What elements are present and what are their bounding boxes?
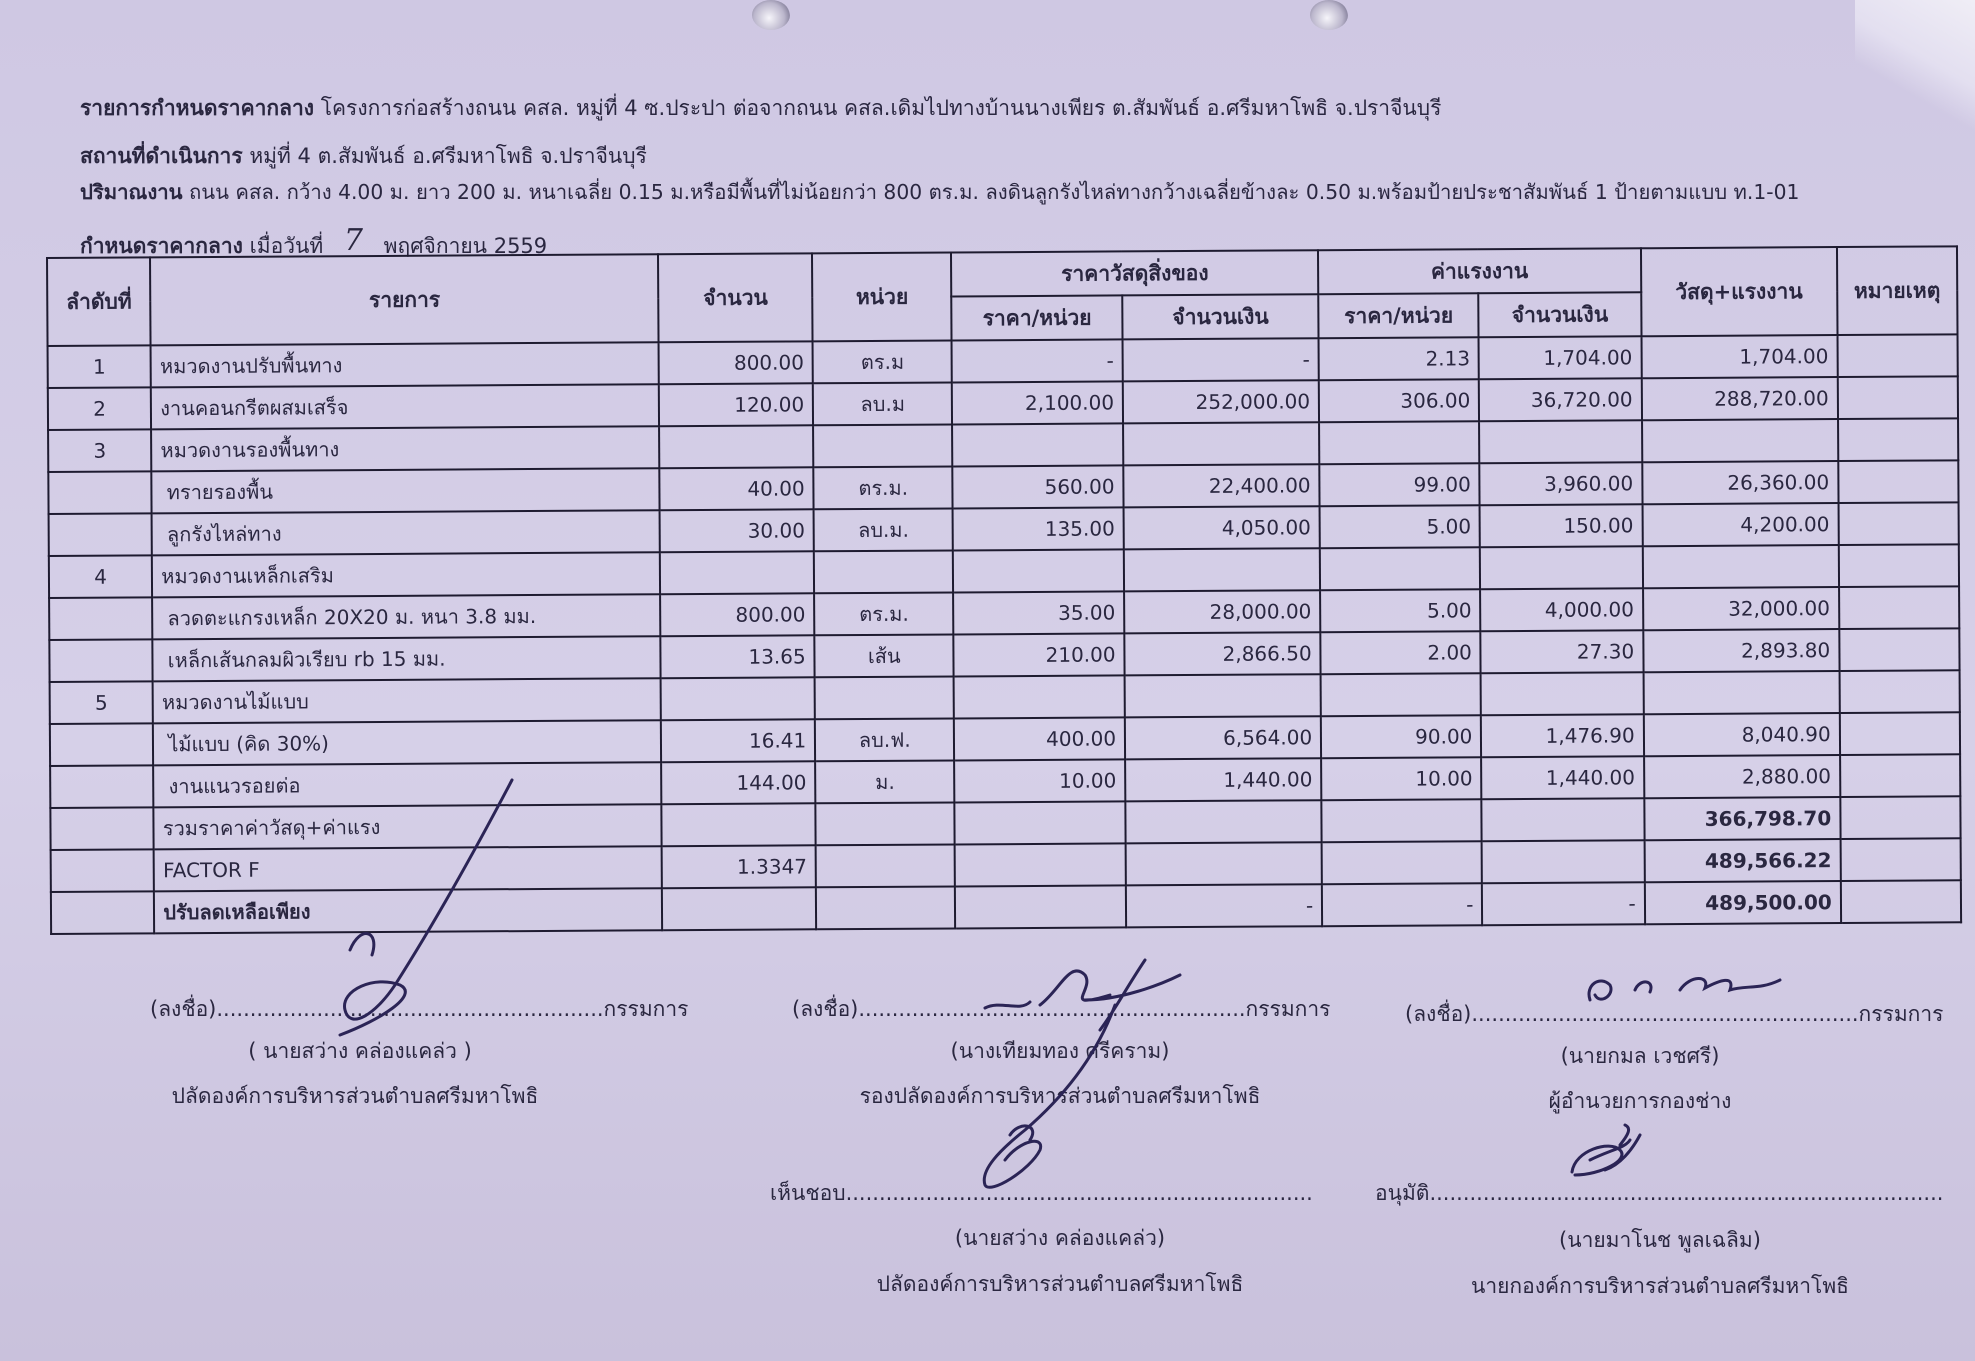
row-seq: 2 [48, 387, 152, 430]
punch-hole-left [752, 0, 790, 30]
row-material-price: 35.00 [953, 591, 1124, 634]
location-label: สถานที่ดำเนินการ [80, 144, 243, 168]
row-material-price [954, 675, 1125, 718]
permit-sign-line: อนุมัติ............................................................................. [1375, 1181, 1944, 1205]
row-seq [49, 597, 153, 640]
row-material-price [953, 549, 1124, 592]
row-material-price: 560.00 [953, 465, 1124, 508]
summary-unit [816, 886, 955, 929]
row-item: งานแนวรอยต่อ [153, 762, 661, 807]
approve-sign-line: เห็นชอบ...................................................................... [770, 1181, 1313, 1205]
row-seq: 1 [48, 345, 152, 388]
row-qty [659, 425, 813, 468]
row-labor-price: 10.00 [1321, 757, 1481, 800]
row-material-amount [1124, 548, 1320, 591]
sig3-prefix: (ลงชื่อ) [1405, 1002, 1472, 1026]
row-labor-amount: 36,720.00 [1479, 378, 1642, 421]
project-title-line [80, 92, 1441, 125]
work-quantity-text: ถนน คสล. กว้าง 4.00 ม. ยาว 200 ม. หนาเฉลี่ย 0.15 ม.หรือมีพื้นที่ไม่น้อยกว่า 800 ตร.ม. ลงดินลูกรังไหล่ทางกว้างเฉลี่ยข้างละ 0.50 ม.พร้อมป้ายประชาสัมพันธ์ 1 ป้ายตามแบบ ท.1-01 [188, 180, 1800, 204]
row-labor-amount: 4,000.00 [1480, 588, 1643, 631]
row-qty: 40.00 [660, 467, 814, 510]
summary-item: FACTOR F [154, 846, 662, 891]
permit-name: (นายมาโนช พูลเฉลิม) [1559, 1228, 1761, 1252]
row-seq [49, 639, 153, 682]
row-total [1643, 671, 1839, 714]
row-item: หมวดงานไม้แบบ [153, 678, 661, 723]
location-line [80, 140, 647, 173]
median-price-table [46, 245, 1962, 935]
sig3-sign-line: (ลงชื่อ)..........................................................กรรมการ [1405, 1002, 1944, 1026]
sig3-suffix: กรรมการ [1858, 1002, 1944, 1026]
row-item: เหล็กเส้นกลมผิวเรียบ rb 15 มม. [153, 636, 661, 681]
sig2-title: รองปลัดองค์การบริหารส่วนตำบลศรีมหาโพธิ [859, 1084, 1261, 1108]
row-labor-amount: 1,440.00 [1481, 756, 1644, 799]
work-quantity-label: ปริมาณงาน [80, 180, 183, 204]
row-labor-price: 5.00 [1320, 589, 1480, 632]
row-unit: ม. [815, 760, 954, 803]
summary-seq [51, 891, 155, 934]
row-labor-price: 306.00 [1319, 379, 1479, 422]
sig1-sign-line: (ลงชื่อ)..........................................................กรรมการ [150, 997, 689, 1021]
sig2-sign-line: (ลงชื่อ)..........................................................กรรมการ [792, 997, 1331, 1021]
row-labor-amount: 27.30 [1481, 630, 1644, 673]
sig3-title: ผู้อำนวยการกองช่าง [1548, 1089, 1732, 1113]
summary-item: รวมราคาค่าวัสดุ+ค่าแรง [154, 804, 662, 849]
row-total: 2,893.80 [1643, 629, 1839, 672]
sig1-prefix: (ลงชื่อ) [150, 997, 217, 1021]
header-total: วัสดุ+แรงงาน [1641, 247, 1838, 336]
price-date-day-handwritten: 7 [343, 223, 363, 258]
row-qty: 800.00 [659, 341, 813, 384]
permit-prefix: อนุมัติ [1375, 1181, 1430, 1205]
row-material-price: 210.00 [954, 633, 1125, 676]
approve-name: (นายสว่าง คล่องแคล่ว) [954, 1226, 1166, 1250]
row-material-amount: 2,866.50 [1124, 632, 1320, 675]
row-labor-amount [1481, 672, 1644, 715]
header-remark: หมายเหตุ [1837, 246, 1958, 335]
summary-material-price [955, 885, 1126, 928]
row-unit: เส้น [815, 634, 954, 677]
row-remark [1838, 418, 1958, 461]
row-material-price [952, 423, 1123, 466]
row-total [1643, 545, 1839, 588]
row-unit: ตร.ม. [814, 466, 953, 509]
sig1-name: ( นายสว่าง คล่องแคล่ว ) [248, 1039, 472, 1063]
summary-labor-price [1322, 841, 1482, 884]
row-qty: 16.41 [661, 719, 815, 762]
row-material-amount: 22,400.00 [1123, 464, 1319, 507]
row-total: 32,000.00 [1643, 587, 1839, 630]
row-labor-amount: 150.00 [1480, 504, 1643, 547]
summary-material-amount [1126, 842, 1322, 885]
row-seq: 4 [49, 555, 153, 598]
row-material-price: 400.00 [954, 717, 1125, 760]
row-total: 8,040.90 [1644, 713, 1840, 756]
row-material-amount: 1,440.00 [1125, 758, 1321, 801]
header-seq: ลำดับที่ [47, 257, 151, 346]
sig1-suffix: กรรมการ [603, 997, 689, 1021]
row-remark [1837, 334, 1957, 377]
row-item: ลวดตะแกรงเหล็ก 20X20 ม. หนา 3.8 มม. [152, 594, 660, 639]
row-remark [1838, 460, 1958, 503]
row-qty: 30.00 [660, 509, 814, 552]
row-material-price: 135.00 [953, 507, 1124, 550]
page-corner-fold [1855, 0, 1975, 150]
row-material-amount: - [1123, 338, 1319, 381]
summary-unit [816, 802, 955, 845]
header-material-price: ราคา/หน่วย [952, 295, 1123, 340]
row-qty: 800.00 [660, 593, 814, 636]
row-seq [50, 723, 154, 766]
summary-remark [1841, 880, 1961, 923]
summary-seq [50, 807, 154, 850]
row-seq: 3 [48, 429, 152, 472]
row-qty [661, 677, 815, 720]
approve-prefix: เห็นชอบ [770, 1181, 846, 1205]
row-seq [48, 471, 152, 514]
row-material-amount [1125, 674, 1321, 717]
summary-labor-price [1322, 799, 1482, 842]
row-qty [660, 551, 814, 594]
row-remark [1839, 628, 1959, 671]
header-labor-group: ค่าแรงงาน [1318, 248, 1641, 294]
row-material-amount: 252,000.00 [1123, 380, 1319, 423]
row-item: หมวดงานเหล็กเสริม [152, 552, 660, 597]
row-labor-price: 90.00 [1321, 715, 1481, 758]
summary-qty [662, 803, 816, 846]
row-seq: 5 [50, 681, 154, 724]
row-total: 288,720.00 [1641, 377, 1837, 420]
header-labor-amount: จำนวนเงิน [1479, 292, 1642, 337]
permit-title: นายกองค์การบริหารส่วนตำบลศรีมหาโพธิ [1470, 1274, 1849, 1298]
summary-seq [51, 849, 155, 892]
project-title-text: โครงการก่อสร้างถนน คสล. หมู่ที่ 4 ซ.ประปา ต่อจากถนน คสล.เดิมไปทางบ้านนางเพียร ต.สัมพันธ์ อ.ศรีมหาโพธิ จ.ปราจีนบุรี [320, 96, 1442, 120]
price-date-month-year: พฤศจิกายน 2559 [383, 234, 548, 258]
row-remark [1838, 502, 1958, 545]
row-total [1642, 419, 1838, 462]
sig2-suffix: กรรมการ [1245, 997, 1331, 1021]
row-material-price: - [952, 339, 1123, 382]
row-item: หมวดงานปรับพื้นทาง [151, 342, 659, 387]
row-remark [1840, 712, 1960, 755]
row-remark [1839, 544, 1959, 587]
row-unit [815, 676, 954, 719]
punch-hole-right [1310, 0, 1348, 30]
row-labor-price [1319, 421, 1479, 464]
row-labor-price [1320, 547, 1480, 590]
row-item: ทรายรองพื้น [152, 468, 660, 513]
row-unit: ลบ.ม. [814, 508, 953, 551]
header-material-amount: จำนวนเงิน [1122, 294, 1318, 339]
summary-material-amount [1125, 800, 1321, 843]
row-material-price: 2,100.00 [952, 381, 1123, 424]
summary-total: 489,566.22 [1644, 839, 1840, 882]
summary-qty [662, 887, 816, 930]
row-total: 1,704.00 [1641, 335, 1837, 378]
project-title-label: รายการกำหนดราคากลาง [80, 96, 315, 120]
summary-remark [1840, 796, 1960, 839]
row-labor-price: 2.00 [1321, 631, 1481, 674]
row-remark [1840, 754, 1960, 797]
row-item: ไม้แบบ (คิด 30%) [153, 720, 661, 765]
row-unit [814, 550, 953, 593]
sig2-name: (นางเทียมทอง ศรีคราม) [950, 1039, 1170, 1063]
summary-unit [816, 844, 955, 887]
row-material-amount: 4,050.00 [1124, 506, 1320, 549]
header-qty: จำนวน [658, 253, 812, 342]
row-labor-price: 5.00 [1320, 505, 1480, 548]
summary-material-price [955, 801, 1126, 844]
price-date-prefix: เมื่อวันที่ [249, 234, 324, 258]
summary-qty: 1.3347 [662, 845, 816, 888]
row-unit: ตร.ม. [814, 592, 953, 635]
header-item: รายการ [150, 254, 659, 345]
row-labor-amount [1480, 546, 1643, 589]
work-quantity-line [80, 176, 1799, 208]
summary-remark [1840, 838, 1960, 881]
row-material-amount [1123, 422, 1319, 465]
summary-labor-price: - [1322, 883, 1482, 926]
row-unit: ตร.ม [813, 340, 952, 383]
summary-total: 366,798.70 [1644, 797, 1840, 840]
row-seq [49, 513, 153, 556]
row-labor-amount: 1,704.00 [1479, 336, 1642, 379]
row-qty: 120.00 [659, 383, 813, 426]
approve-title: ปลัดองค์การบริหารส่วนตำบลศรีมหาโพธิ [876, 1272, 1244, 1296]
row-material-price: 10.00 [954, 759, 1125, 802]
row-labor-amount [1479, 420, 1642, 463]
sig1-title: ปลัดองค์การบริหารส่วนตำบลศรีมหาโพธิ [171, 1084, 539, 1108]
row-unit [813, 424, 952, 467]
header-labor-price: ราคา/หน่วย [1318, 293, 1478, 338]
row-seq [50, 765, 154, 808]
row-total: 4,200.00 [1642, 503, 1838, 546]
row-labor-price: 99.00 [1319, 463, 1479, 506]
row-remark [1839, 670, 1959, 713]
row-remark [1838, 376, 1958, 419]
row-unit: ลบ.ฟ. [815, 718, 954, 761]
summary-item: ปรับลดเหลือเพียง [154, 888, 662, 933]
row-remark [1839, 586, 1959, 629]
row-labor-amount: 1,476.90 [1481, 714, 1644, 757]
row-total: 2,880.00 [1644, 755, 1840, 798]
price-date-label: กำหนดราคากลาง [80, 234, 243, 258]
summary-material-price [955, 843, 1126, 886]
summary-total: 489,500.00 [1645, 881, 1841, 924]
row-labor-amount: 3,960.00 [1480, 462, 1643, 505]
summary-labor-amount [1482, 798, 1645, 841]
row-item: หมวดงานรองพื้นทาง [151, 426, 659, 471]
header-unit: หน่วย [812, 252, 952, 341]
row-labor-price: 2.13 [1319, 337, 1479, 380]
row-material-amount: 6,564.00 [1125, 716, 1321, 759]
summary-material-amount: - [1126, 884, 1322, 927]
row-qty: 144.00 [661, 761, 815, 804]
summary-labor-amount [1482, 840, 1645, 883]
row-item: งานคอนกรีตผสมเสร็จ [151, 384, 659, 429]
row-total: 26,360.00 [1642, 461, 1838, 504]
sig3-name: (นายกมล เวชศรี) [1560, 1044, 1720, 1068]
row-unit: ลบ.ม [813, 382, 952, 425]
sig2-prefix: (ลงชื่อ) [792, 997, 859, 1021]
row-item: ลูกรังไหล่ทาง [152, 510, 660, 555]
row-labor-price [1321, 673, 1481, 716]
row-material-amount: 28,000.00 [1124, 590, 1320, 633]
location-text: หมู่ที่ 4 ต.สัมพันธ์ อ.ศรีมหาโพธิ จ.ปราจีนบุรี [249, 144, 647, 168]
row-qty: 13.65 [661, 635, 815, 678]
summary-labor-amount: - [1482, 882, 1645, 925]
header-material-group: ราคาวัสดุสิ่งของ [951, 250, 1318, 296]
